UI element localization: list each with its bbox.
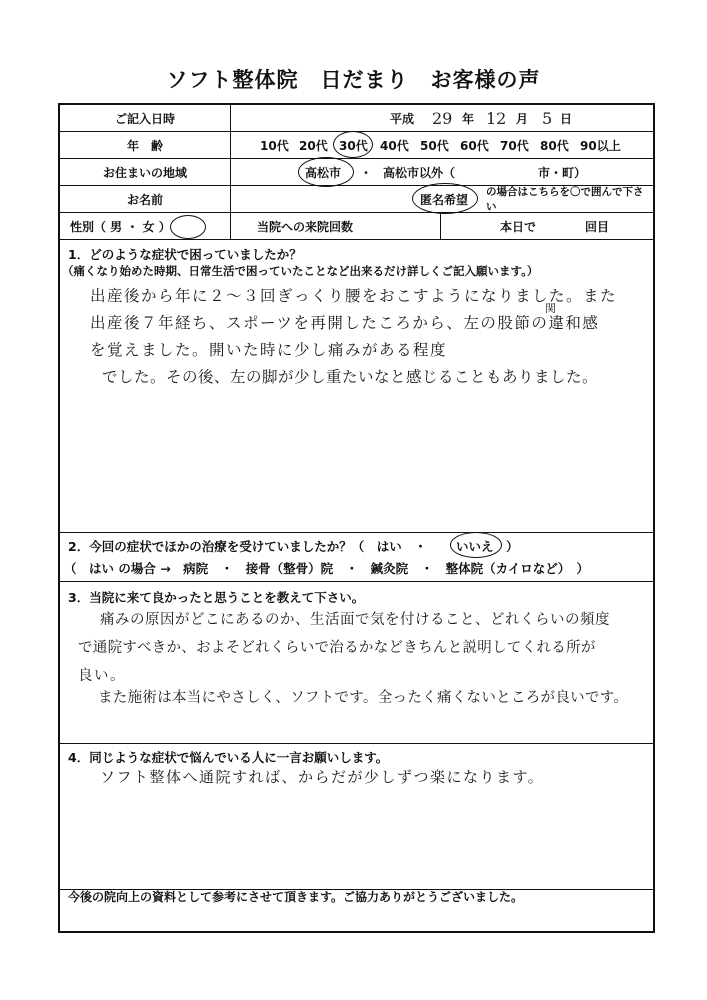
- question-2-options: （ はい の場合 → 病院 ・ 接骨（整骨）院 ・ 鍼灸院 ・ 整体院（カイロなど） ）: [64, 561, 590, 576]
- age-option-10[interactable]: 10代: [260, 138, 289, 153]
- gender-label: 性別（ 男 ・ 女 ）: [70, 219, 171, 234]
- date-year: 29: [432, 108, 453, 128]
- age-option-70[interactable]: 70代: [500, 138, 529, 153]
- question-3-title: 3．当院に来て良かったと思うことを教えて下さい。: [68, 590, 365, 605]
- age-selected-circle: [333, 131, 373, 158]
- date-era: 平成: [390, 111, 415, 126]
- age-option-40[interactable]: 40代: [380, 138, 409, 153]
- age-row: [60, 132, 653, 159]
- question-1-answer-line-2: 出産後７年経ち、スポーツを再開したころから、左の股節の違和感: [90, 314, 600, 332]
- age-option-50[interactable]: 50代: [420, 138, 449, 153]
- question-2-section: 2．今回の症状でほかの治療を受けていましたか？（ はい ・ いいえ ） （ はい の場合 → 病院 ・ 接骨（整骨）院 ・ 鍼灸院 ・ 整体院（カイロなど） ）: [60, 533, 653, 582]
- address-selected-circle: [298, 157, 354, 187]
- visits-label: 当院への来院回数: [257, 219, 354, 234]
- anonymous-option[interactable]: 匿名希望: [420, 192, 469, 207]
- address-label: お住まいの地域: [102, 165, 187, 180]
- address-row: お住まいの地域 高松市 ・ 高松市以外（ 市・町）: [60, 159, 653, 186]
- anonymous-note: の場合はこちらを〇で囲んで下さい: [486, 186, 644, 213]
- question-3-answer-line-3: 良い。: [78, 668, 126, 684]
- question-1-answer-line-3: を覚えました。開いた時に少し痛みがある程度: [90, 341, 448, 359]
- question-3-answer-line-2: で通院すべきか、およそどれくらいで治るかなどきちんと説明してくれる所が: [78, 640, 596, 656]
- visits-today: 本日で: [500, 219, 537, 234]
- question-1-answer-line-4: でした。その後、左の脚が少し重たいなと感じることもありました。: [102, 368, 599, 386]
- question-4-title: 4．同じような症状で悩んでいる人に一言お願いします。: [68, 750, 389, 765]
- address-city: 市・町）: [538, 165, 587, 180]
- question-4-answer: ソフト整体へ通院すれば、からだが少しずつ楽になります。: [100, 768, 545, 786]
- age-label: 年 齢: [126, 138, 163, 153]
- question-2-selected-circle: [450, 532, 502, 558]
- footer-note: 今後の院向上の資料として参考にさせて頂きます。ご協力ありがとうございました。: [68, 890, 524, 904]
- gender-selected-circle: [170, 215, 206, 239]
- date-label: ご記入日時: [114, 111, 175, 126]
- name-label: お名前: [126, 192, 163, 207]
- date-day: 5: [542, 108, 553, 128]
- age-option-30[interactable]: 30代: [339, 138, 368, 153]
- question-1-section: [60, 240, 653, 533]
- question-1-correction: 関: [545, 302, 558, 315]
- address-takamatsu[interactable]: 高松市: [305, 165, 342, 180]
- age-option-80[interactable]: 80代: [540, 138, 569, 153]
- anonymous-selected-circle: [412, 183, 478, 214]
- question-3-section: [60, 582, 653, 744]
- page-title: ソフト整体院 日だまり お客様の声: [166, 68, 541, 92]
- date-month: 12: [486, 108, 507, 128]
- question-4-section: [60, 744, 653, 890]
- survey-form: [58, 103, 655, 933]
- age-option-90[interactable]: 90以上: [580, 138, 621, 153]
- address-outside[interactable]: 高松市以外（: [383, 165, 456, 180]
- age-option-60[interactable]: 60代: [460, 138, 489, 153]
- question-1-answer-line-1: 出産後から年に２～３回ぎっくり腰をおこすようになりました。また: [90, 287, 618, 305]
- question-1-title: 1．どのような症状で困っていましたか？: [68, 247, 302, 262]
- name-row: [60, 186, 653, 213]
- question-3-answer-line-4: また施術は本当にやさしく、ソフトです。全ったく痛くないところが良いです。: [98, 690, 629, 706]
- question-2-title: 2．今回の症状でほかの治療を受けていましたか？（ はい ・: [68, 539, 427, 554]
- visits-unit: 回目: [585, 219, 610, 234]
- date-row: ご記入日時 平成 29 年 12 月 5 日: [60, 105, 653, 132]
- gender-row: [60, 213, 653, 240]
- question-2-no-option[interactable]: いいえ: [456, 539, 494, 554]
- age-option-20[interactable]: 20代: [299, 138, 328, 153]
- question-1-subtitle: （痛くなり始めた時期、日常生活で困っていたことなど出来るだけ詳しくご記入願います。）: [62, 264, 539, 278]
- question-3-answer-line-1: 痛みの原因がどこにあるのか、生活面で気を付けること、どれくらいの頻度: [100, 612, 610, 628]
